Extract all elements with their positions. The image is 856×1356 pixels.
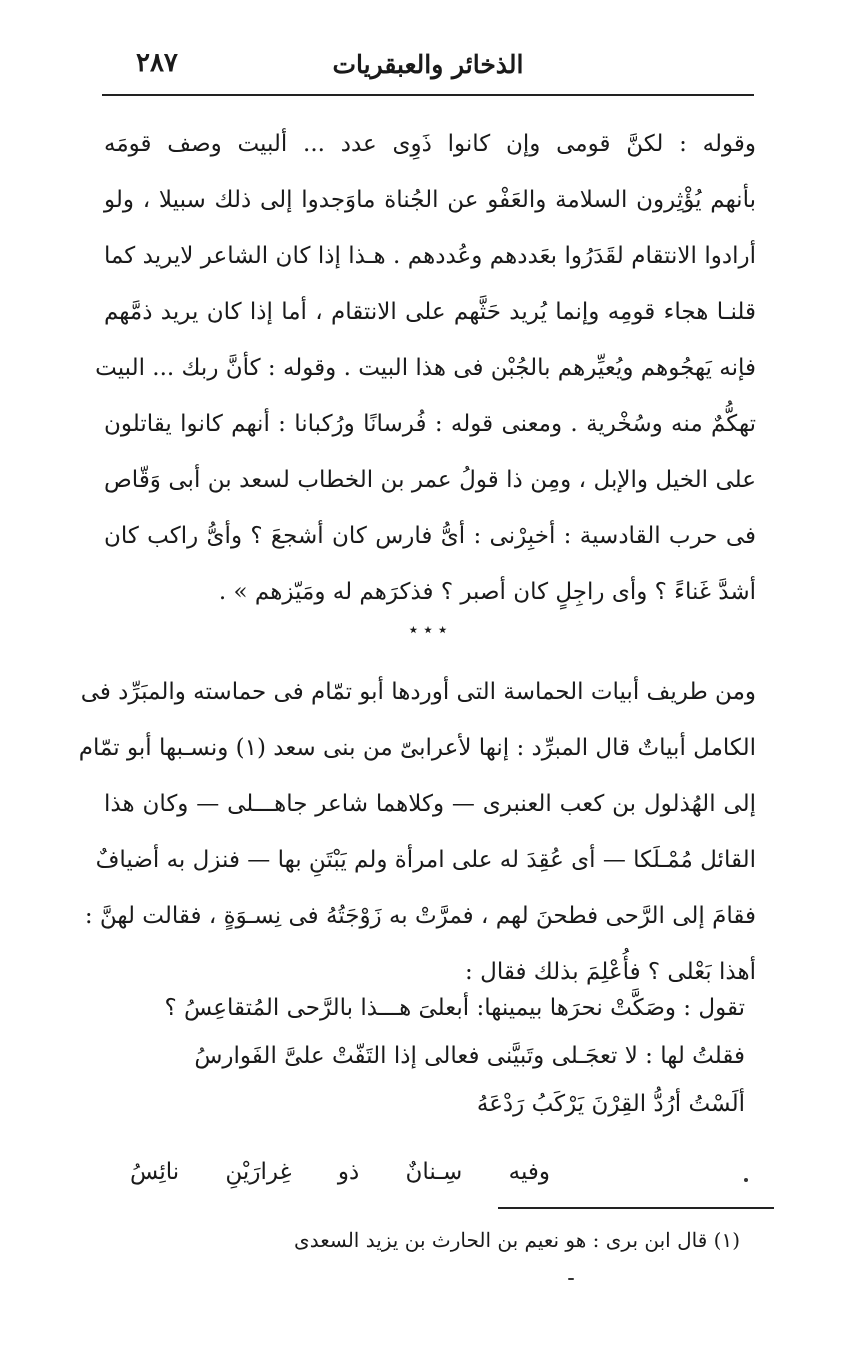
text-line: بأنهم يُؤْثِرون السلامة والعَفْو عن الجُناة ماوَجدوا إلى ذلك سبيلا ، ولو (104, 187, 756, 213)
paragraph-1 (95, 116, 756, 620)
text-line: أشدَّ غَناءً ؟ وأى راجِلٍ كان أصبر ؟ فذكرَهم له ومَيّزهم » . (218, 579, 756, 605)
verse-line (130, 1032, 745, 1080)
text-line: ومن طريف أبيات الحماسة التى أوردها أبو تمّام فى حماسته والمبَرِّد فى (80, 679, 756, 705)
text-line: إلى الهُذلول بن كعب العنبرى — وكلاهما شاعر جاهـــلى — وكان هذا (104, 791, 756, 817)
footnote-rule (498, 1207, 774, 1209)
text-line: أرادوا الانتقام لقَدَرُوا بعَددهم وعُددهم . هـذا إذا كان الشاعر لايريد كما (104, 243, 756, 269)
text-line: على الخيل والإبل ، ومِن ذا قولُ عمر بن الخطاب لسعد بن أبى وَقّاص (104, 467, 756, 493)
text-line: الكامل أبياتٌ قال المبرِّد : إنها لأعرابىّ من بنى سعد (١) ونسـبها أبو تمّام (78, 735, 756, 761)
paragraph-2 (78, 664, 756, 1000)
ink-speck (568, 1278, 574, 1280)
footnote: (١) قال ابن برى : هو نعيم بن الحارث بن يزيد السعدى (294, 1228, 740, 1252)
text-line: أهذا بَعْلى ؟ فأُعْلِمَ بذلك فقال : (465, 959, 756, 985)
page-header (100, 46, 756, 90)
verse-hemistich-first: فقلتُ لها : لا تعجَـلى وتَبيَّنى (486, 1043, 745, 1069)
page-number: ٢٨٧ (136, 48, 178, 78)
running-title: الذخائر والعبقريات (332, 50, 524, 79)
section-separator: ٭ ٭ ٭ (408, 620, 448, 640)
verse-last-line: وفيه سِـنانٌ ذو غِرارَيْنِ نائِسُ (130, 1159, 550, 1185)
verse-line (130, 1080, 745, 1128)
verse-line (130, 984, 745, 1032)
text-line: القائل مُمْـلَكا — أى عُقِدَ له على امرأة ولم يَبْتَنِ بها — فنزل به أضيافٌ (95, 847, 756, 873)
header-rule (102, 94, 754, 96)
text-line: فقامَ إلى الرَّحى فطحنَ لهم ، فمرَّتْ به زَوْجَتُهُ فى نِسـوَةٍ ، فقالت لهنَّ : (84, 903, 756, 929)
text-line: قلنـا هجاء قومِه وإنما يُريد حَثَّهم على الانتقام ، أما إذا كان يريد ذمَّهم (104, 299, 756, 325)
text-line: وقوله : لكنَّ قومى وإن كانوا ذَوِى عدد ... ألبيت وصف قومَه (104, 131, 756, 157)
text-line: فإنه يَهجُوهم ويُعيِّرهم بالجُبْن فى هذا البيت . وقوله : كأنَّ ربك ... البيت (95, 355, 756, 381)
ink-speck (744, 1178, 748, 1182)
verse-hemistich-first: تقول : وصَكَّتْ نحرَها بيمينها: (476, 995, 745, 1021)
text-line: تهكُّمٌ منه وسُخْرية . ومعنى قوله : فُرسانًا ورُكبانا : أنهم كانوا يقاتلون (104, 411, 756, 437)
verse-hemistich-second: أبعلىَ هـــذا بالرَّحى المُتقاعِسُ ؟ (164, 995, 470, 1021)
verse-hemistich-second: فعالى إذا التَفّتْ علىَّ الفَوارسُ (194, 1043, 480, 1069)
text-line: فى حرب القادسية : أخبِرْنى : أىُّ فارس كان أشجعَ ؟ وأىُّ راكب كان (104, 523, 756, 549)
verse-hemistich-first: ألَسْتُ أرُدُّ القِرْنَ يَرْكَبُ رَدْعَهُ (476, 1091, 745, 1117)
poem-verses (130, 984, 745, 1128)
